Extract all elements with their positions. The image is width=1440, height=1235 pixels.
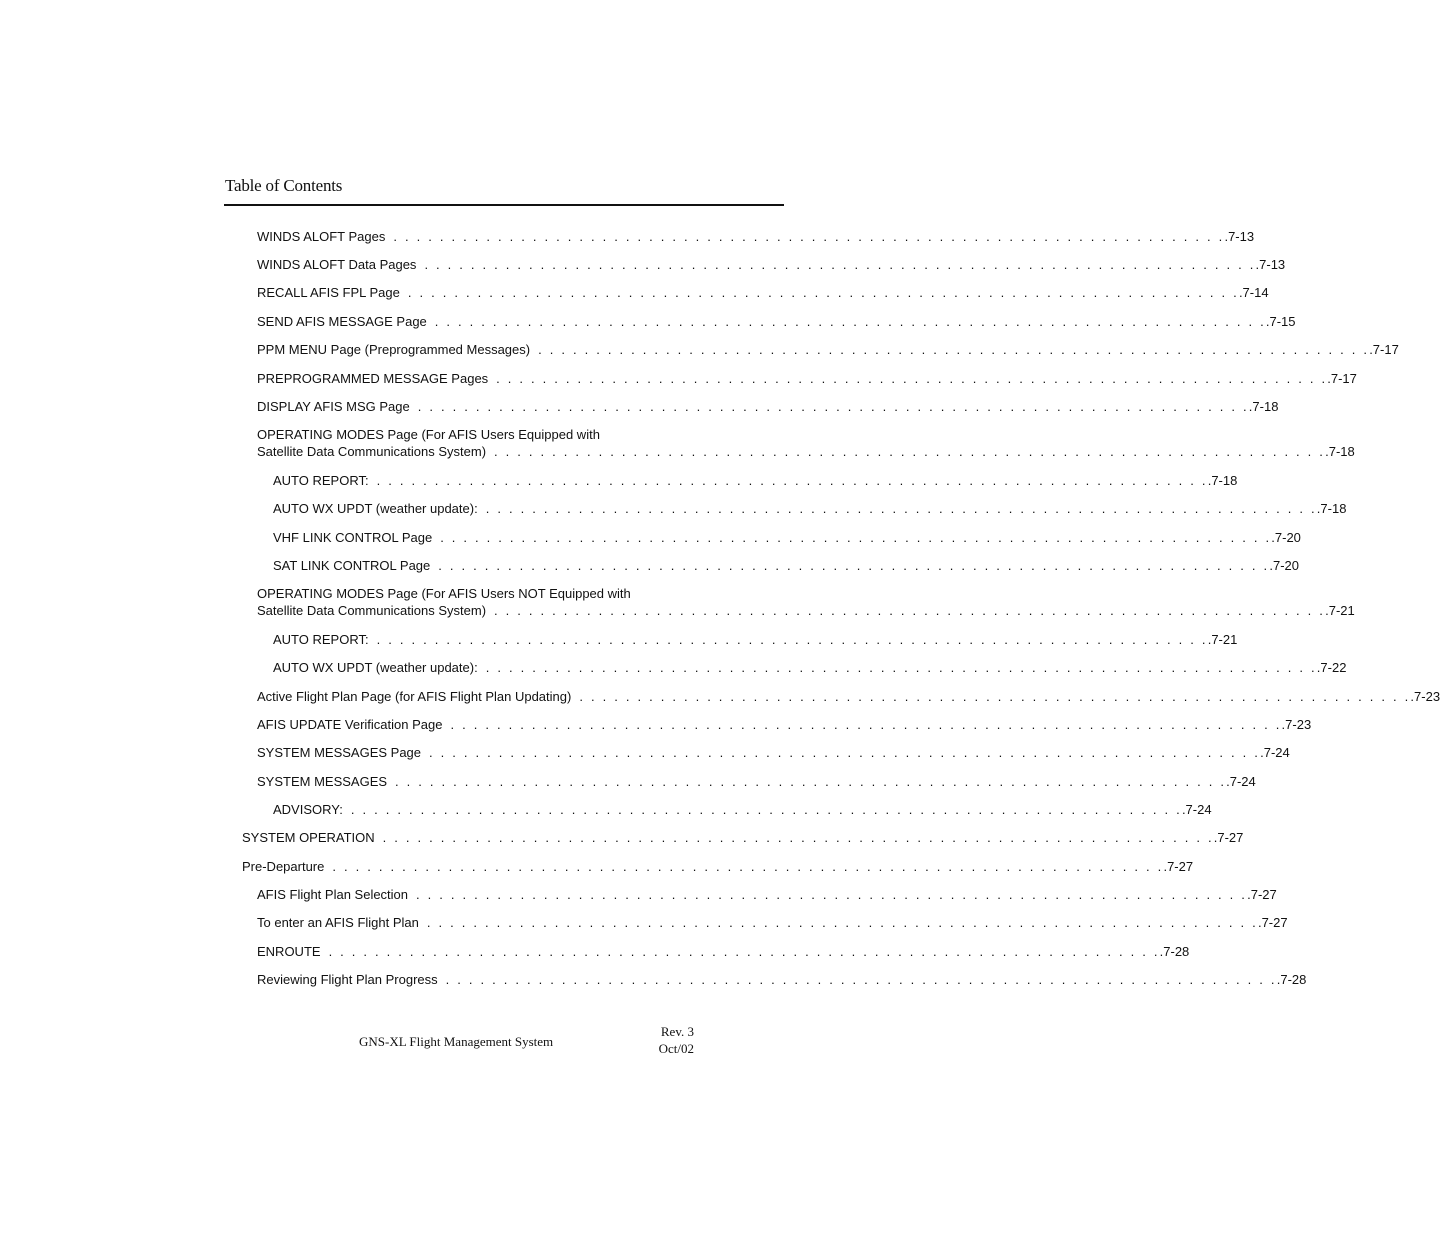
dot-leader: . . . . . . . . . . . . . . . . . . . . . . . . . . . . . . . . . . . . . . . . . . . . . . . . . . . . . . . . . . . . . . . . . . . . . . . .	[485, 501, 1317, 516]
footer-document-title: GNS-XL Flight Management System	[359, 1034, 554, 1049]
dot-leader: . . . . . . . . . . . . . . . . . . . . . . . . . . . . . . . . . . . . . . . . . . . . . . . . . . . . . . . . . . . . . . . . . . . . . . . .	[417, 399, 1249, 414]
toc-entry-title: AFIS UPDATE Verification Page	[257, 717, 443, 732]
revision-date: Oct/02	[658, 1041, 694, 1056]
toc-entry-title: SYSTEM MESSAGES	[257, 774, 388, 789]
toc-entry-send-afis-message-page[interactable]	[257, 313, 1296, 330]
toc-entry-ppm-menu-page[interactable]	[257, 341, 1399, 358]
toc-entry-page: .7-18	[1207, 473, 1238, 488]
toc-entry-title: RECALL AFIS FPL Page	[257, 285, 400, 300]
revision-number: Rev. 3	[660, 1024, 694, 1039]
toc-entry-pre-departure[interactable]	[242, 858, 1194, 875]
dot-leader: . . . . . . . . . . . . . . . . . . . . . . . . . . . . . . . . . . . . . . . . . . . . . . . . . . . . . . . . . . . . . . . . . . . . . . . .	[382, 830, 1214, 845]
dot-leader: . . . . . . . . . . . . . . . . . . . . . . . . . . . . . . . . . . . . . . . . . . . . . . . . . . . . . . . . . . . . . . . . . . . . . . . .	[424, 257, 1256, 272]
dot-leader: . . . . . . . . . . . . . . . . . . . . . . . . . . . . . . . . . . . . . . . . . . . . . . . . . . . . . . . . . . . . . . . . . . . . . . . .	[350, 802, 1182, 817]
toc-entry-title: Satellite Data Communications System)	[257, 603, 487, 618]
toc-entry-title: To enter an AFIS Flight Plan	[257, 915, 419, 930]
toc-entry-page: .7-28	[1159, 944, 1190, 959]
dot-leader: . . . . . . . . . . . . . . . . . . . . . . . . . . . . . . . . . . . . . . . . . . . . . . . . . . . . . . . . . . . . . . . . . . . . . . . .	[332, 859, 1164, 874]
toc-entry-title: Pre-Departure	[242, 859, 325, 874]
toc-entry-reviewing-flight-plan-progress[interactable]	[257, 971, 1307, 988]
toc-entry-title: WINDS ALOFT Data Pages	[257, 257, 417, 272]
toc-entry-auto-wx-updt[interactable]	[273, 500, 1347, 517]
toc-entry-page: .7-27	[1163, 859, 1194, 874]
toc-entry-page: .7-22	[1316, 660, 1347, 675]
toc-entry-title-line1: OPERATING MODES Page (For AFIS Users Equipped with	[257, 427, 600, 442]
toc-entry-vhf-link-control-page[interactable]	[273, 529, 1301, 546]
dot-leader: . . . . . . . . . . . . . . . . . . . . . . . . . . . . . . . . . . . . . . . . . . . . . . . . . . . . . . . . . . . . . . . . . . . . . . . .	[395, 774, 1227, 789]
toc-entry-page: .7-17	[1369, 342, 1399, 357]
toc-entry-title: AFIS Flight Plan Selection	[257, 887, 409, 902]
toc-entry-title: AUTO WX UPDT (weather update):	[273, 660, 478, 675]
toc-entry-page: .7-27	[1247, 887, 1277, 902]
toc-entry-page: .7-21	[1207, 632, 1238, 647]
dot-leader: . . . . . . . . . . . . . . . . . . . . . . . . . . . . . . . . . . . . . . . . . . . . . . . . . . . . . . . . . . . . . . . . . . . . . . . .	[407, 285, 1239, 300]
toc-entry-page: .7-18	[1325, 444, 1355, 459]
toc-entry-title: AUTO REPORT:	[273, 632, 369, 647]
dot-leader: . . . . . . . . . . . . . . . . . . . . . . . . . . . . . . . . . . . . . . . . . . . . . . . . . . . . . . . . . . . . . . . . . . . . . . . .	[438, 558, 1270, 573]
toc-entry-page: .7-20	[1269, 558, 1299, 573]
toc-entry-title-line1: OPERATING MODES Page (For AFIS Users NOT Equipped with	[257, 586, 631, 601]
toc-entry-winds-aloft-pages[interactable]	[257, 228, 1255, 245]
dot-leader: . . . . . . . . . . . . . . . . . . . . . . . . . . . . . . . . . . . . . . . . . . . . . . . . . . . . . . . . . . . . . . . . . . . . . . . .	[376, 632, 1208, 647]
toc-entry-to-enter-afis-flight-plan[interactable]	[257, 914, 1288, 931]
toc-entry-recall-afis-fpl-page[interactable]	[257, 284, 1269, 301]
dot-leader: . . . . . . . . . . . . . . . . . . . . . . . . . . . . . . . . . . . . . . . . . . . . . . . . . . . . . . . . . . . . . . . . . . . . . . . .	[494, 444, 1326, 459]
toc-entry-title: SEND AFIS MESSAGE Page	[257, 314, 427, 329]
toc-entry-page: .7-18	[1248, 399, 1279, 414]
dot-leader: . . . . . . . . . . . . . . . . . . . . . . . . . . . . . . . . . . . . . . . . . . . . . . . . . . . . . . . . . . . . . . . . . . . . . . . .	[393, 229, 1225, 244]
toc-entry-page: .7-15	[1265, 314, 1296, 329]
toc-entry-page: .7-17	[1327, 371, 1357, 386]
toc-entry-title: PREPROGRAMMED MESSAGE Pages	[257, 371, 489, 386]
toc-entry-page: .7-27	[1213, 830, 1244, 845]
dot-leader: . . . . . . . . . . . . . . . . . . . . . . . . . . . . . . . . . . . . . . . . . . . . . . . . . . . . . . . . . . . . . . . . . . . . . . . .	[494, 603, 1326, 618]
toc-entry-display-afis-msg-page[interactable]	[257, 398, 1279, 415]
dot-leader: . . . . . . . . . . . . . . . . . . . . . . . . . . . . . . . . . . . . . . . . . . . . . . . . . . . . . . . . . . . . . . . . . . . . . . . .	[426, 915, 1258, 930]
toc-entry-system-messages[interactable]	[257, 773, 1256, 790]
toc-entry-title: Active Flight Plan Page (for AFIS Flight Plan Updating)	[257, 689, 572, 704]
toc-entry-title: Satellite Data Communications System)	[257, 444, 487, 459]
toc-entry-page: .7-28	[1276, 972, 1307, 987]
toc-entry-preprogrammed-message-pages[interactable]	[257, 370, 1357, 387]
toc-entry-sat-link-control-page[interactable]	[273, 557, 1299, 574]
toc-entry-page: .7-27	[1257, 915, 1288, 930]
toc-entry-page: .7-20	[1271, 530, 1301, 545]
dot-leader: . . . . . . . . . . . . . . . . . . . . . . . . . . . . . . . . . . . . . . . . . . . . . . . . . . . . . . . . . . . . . . . . . . . . . . . .	[429, 745, 1261, 760]
dot-leader: . . . . . . . . . . . . . . . . . . . . . . . . . . . . . . . . . . . . . . . . . . . . . . . . . . . . . . . . . . . . . . . . . . . . . . . .	[416, 887, 1248, 902]
toc-entry-title: WINDS ALOFT Pages	[257, 229, 386, 244]
toc-entry-system-messages-page[interactable]	[257, 744, 1290, 761]
toc-entry-operating-modes-equipped[interactable]	[257, 426, 1355, 460]
toc-entry-title: DISPLAY AFIS MSG Page	[257, 399, 410, 414]
toc-entry-title: AUTO WX UPDT (weather update):	[273, 501, 478, 516]
toc-entry-afis-flight-plan-selection[interactable]	[257, 886, 1277, 903]
dot-leader: . . . . . . . . . . . . . . . . . . . . . . . . . . . . . . . . . . . . . . . . . . . . . . . . . . . . . . . . . . . . . . . . . . . . . . . .	[579, 689, 1411, 704]
toc-entry-page: .7-13	[1255, 257, 1286, 272]
toc-entry-title: ENROUTE	[257, 944, 321, 959]
dot-leader: . . . . . . . . . . . . . . . . . . . . . . . . . . . . . . . . . . . . . . . . . . . . . . . . . . . . . . . . . . . . . . . . . . . . . . . .	[485, 660, 1317, 675]
page-title: Table of Contents	[225, 176, 343, 195]
dot-leader: . . . . . . . . . . . . . . . . . . . . . . . . . . . . . . . . . . . . . . . . . . . . . . . . . . . . . . . . . . . . . . . . . . . . . . . .	[434, 314, 1266, 329]
toc-entry-title: VHF LINK CONTROL Page	[273, 530, 433, 545]
toc-entry-page: .7-23	[1410, 689, 1440, 704]
toc-entry-title: AUTO REPORT:	[273, 473, 369, 488]
toc-entry-page: .7-21	[1325, 603, 1355, 618]
toc-entry-system-operation[interactable]	[242, 829, 1244, 846]
toc-entry-page: .7-24	[1260, 745, 1290, 760]
footer-revision	[659, 1023, 694, 1057]
dot-leader: . . . . . . . . . . . . . . . . . . . . . . . . . . . . . . . . . . . . . . . . . . . . . . . . . . . . . . . . . . . . . . . . . . . . . . . .	[496, 371, 1328, 386]
toc-entry-page: .7-24	[1226, 774, 1256, 789]
dot-leader: . . . . . . . . . . . . . . . . . . . . . . . . . . . . . . . . . . . . . . . . . . . . . . . . . . . . . . . . . . . . . . . . . . . . . . . .	[440, 530, 1272, 545]
toc-entry-advisory[interactable]	[273, 801, 1212, 818]
toc-entry-winds-aloft-data-pages[interactable]	[257, 256, 1286, 273]
toc-entry-operating-modes-not-equipped[interactable]	[257, 585, 1355, 619]
dot-leader: . . . . . . . . . . . . . . . . . . . . . . . . . . . . . . . . . . . . . . . . . . . . . . . . . . . . . . . . . . . . . . . . . . . . . . . .	[328, 944, 1160, 959]
toc-entry-auto-wx-updt[interactable]	[273, 659, 1347, 676]
toc-entry-page: .7-13	[1224, 229, 1255, 244]
toc-entry-title: SAT LINK CONTROL Page	[273, 558, 431, 573]
toc-entry-enroute[interactable]	[257, 943, 1190, 960]
toc-entry-title: SYSTEM OPERATION	[242, 830, 375, 845]
dot-leader: . . . . . . . . . . . . . . . . . . . . . . . . . . . . . . . . . . . . . . . . . . . . . . . . . . . . . . . . . . . . . . . . . . . . . . . .	[450, 717, 1282, 732]
toc-entry-auto-report[interactable]	[273, 631, 1238, 648]
toc-entry-auto-report[interactable]	[273, 472, 1238, 489]
toc-entry-page: .7-23	[1281, 717, 1312, 732]
toc-entry-page: .7-18	[1316, 501, 1347, 516]
toc-entry-afis-update-verification-page[interactable]	[257, 716, 1312, 733]
toc-entry-active-flight-plan-page[interactable]	[257, 688, 1440, 705]
dot-leader: . . . . . . . . . . . . . . . . . . . . . . . . . . . . . . . . . . . . . . . . . . . . . . . . . . . . . . . . . . . . . . . . . . . . . . . .	[538, 342, 1370, 357]
toc-entry-title: PPM MENU Page (Preprogrammed Messages)	[257, 342, 531, 357]
dot-leader: . . . . . . . . . . . . . . . . . . . . . . . . . . . . . . . . . . . . . . . . . . . . . . . . . . . . . . . . . . . . . . . . . . . . . . . .	[445, 972, 1277, 987]
toc-entry-title: Reviewing Flight Plan Progress	[257, 972, 438, 987]
toc-entry-title: SYSTEM MESSAGES Page	[257, 745, 422, 760]
toc-entry-page: .7-24	[1181, 802, 1212, 817]
toc-entry-title: ADVISORY:	[273, 802, 343, 817]
toc-entry-page: .7-14	[1238, 285, 1269, 300]
dot-leader: . . . . . . . . . . . . . . . . . . . . . . . . . . . . . . . . . . . . . . . . . . . . . . . . . . . . . . . . . . . . . . . . . . . . . . . .	[376, 473, 1208, 488]
